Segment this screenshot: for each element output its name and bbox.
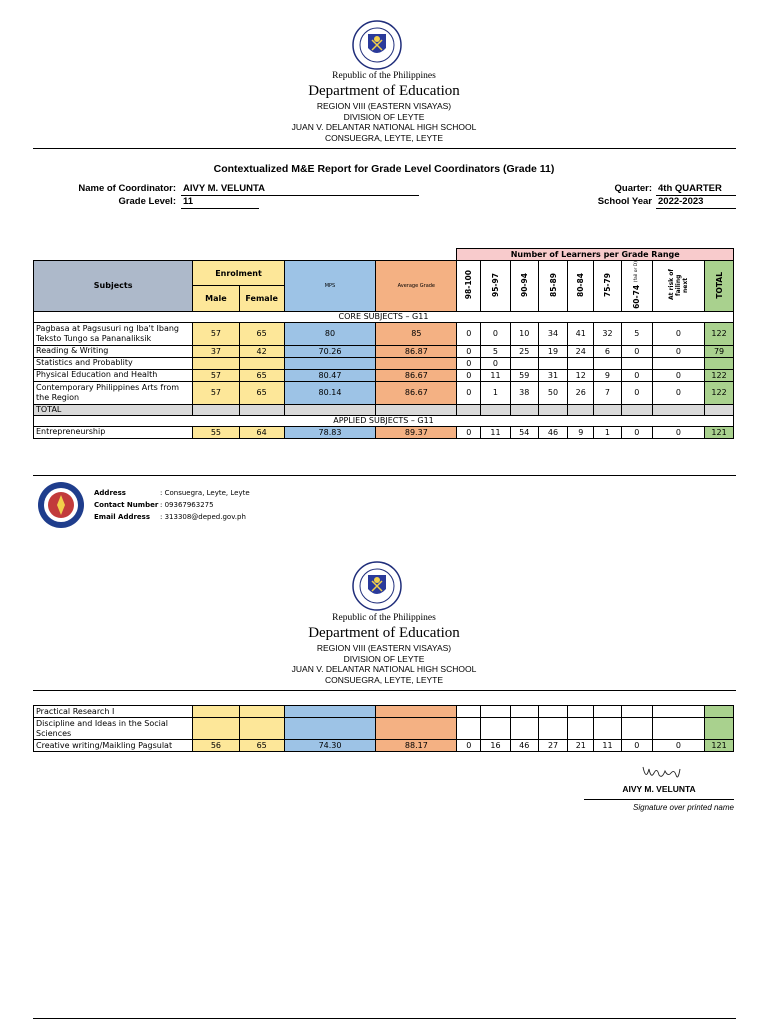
average-cell: [376, 718, 457, 740]
quarter-label: Quarter:: [614, 183, 652, 194]
female-cell: 65: [239, 369, 284, 381]
range-count-cell: 0: [457, 426, 481, 438]
at-risk-cell: 0: [652, 345, 704, 357]
range-count-cell: 31: [538, 369, 568, 381]
school-text: JUAN V. DELANTAR NATIONAL HIGH SCHOOL: [291, 122, 477, 132]
female-cell: 64: [239, 426, 284, 438]
mps-cell: 70.26: [284, 345, 375, 357]
range-count-cell: 0: [621, 381, 652, 404]
range-count-cell: 5: [621, 322, 652, 345]
average-cell: 86.67: [376, 369, 457, 381]
signature-line: [584, 799, 734, 800]
range-count-cell: [538, 357, 568, 369]
range-count-cell: 0: [457, 381, 481, 404]
range-count-cell: 11: [481, 369, 511, 381]
range-count-cell: [457, 706, 481, 718]
range-count-cell: 0: [481, 322, 511, 345]
range-count-cell: 0: [621, 345, 652, 357]
grade-range-header: Number of Learners per Grade Range: [457, 249, 734, 261]
coordinator-label: Name of Coordinator:: [78, 183, 176, 194]
address-line: [94, 487, 250, 499]
at-risk-cell: 0: [652, 369, 704, 381]
subject-cell: Reading & Writing: [34, 345, 193, 357]
range-count-cell: 32: [594, 322, 622, 345]
female-cell: 65: [239, 740, 284, 752]
male-cell: 55: [193, 426, 239, 438]
region-text: REGION VIII (EASTERN VISAYAS): [316, 643, 452, 653]
range-header: [538, 261, 568, 312]
at-risk-cell: [652, 357, 704, 369]
total-cell: 122: [705, 322, 734, 345]
subject-cell: Practical Research I: [34, 706, 193, 718]
range-count-cell: 6: [594, 345, 622, 357]
school-year-value: 2022-2023: [656, 196, 736, 209]
page-bottom-divider: [33, 1018, 736, 1019]
male-cell: [193, 718, 239, 740]
grades-table-continued: [33, 705, 734, 752]
male-cell: [193, 357, 239, 369]
range-count-cell: 25: [510, 345, 538, 357]
male-header: Male: [193, 286, 239, 311]
at-risk-cell: 0: [652, 381, 704, 404]
range-count-cell: 34: [538, 322, 568, 345]
total-cell: [705, 706, 734, 718]
average-cell: 88.17: [376, 740, 457, 752]
page2-header: [0, 612, 768, 685]
range-count-cell: [594, 706, 622, 718]
range-header: [481, 261, 511, 312]
table-row: [34, 381, 734, 404]
female-header: Female: [239, 286, 284, 311]
range-note: (fail or D): [634, 261, 640, 283]
grade-level-value: 11: [181, 196, 259, 209]
signature-caption: Signature over printed name: [633, 803, 734, 812]
range-count-cell: [510, 706, 538, 718]
mps-cell: 78.83: [284, 426, 375, 438]
range-count-cell: 19: [538, 345, 568, 357]
subject-cell: Discipline and Ideas in the Social Sciences: [34, 718, 193, 740]
range-count-cell: 38: [510, 381, 538, 404]
table-row: [34, 426, 734, 438]
female-cell: [239, 718, 284, 740]
range-count-cell: 46: [538, 426, 568, 438]
header-divider: [33, 690, 736, 691]
range-count-cell: 26: [568, 381, 594, 404]
range-count-cell: 0: [457, 357, 481, 369]
average-cell: 86.87: [376, 345, 457, 357]
average-cell: 86.67: [376, 381, 457, 404]
range-count-cell: 50: [538, 381, 568, 404]
email-value: : 313308@deped.gov.ph: [160, 513, 246, 521]
department-text: Department of Education: [308, 625, 460, 641]
range-count-cell: 0: [457, 740, 481, 752]
total-cell: 122: [705, 369, 734, 381]
range-count-cell: 0: [621, 426, 652, 438]
signature-name: AIVY M. VELUNTA: [622, 784, 696, 794]
male-cell: 57: [193, 369, 239, 381]
total-cell: 121: [705, 426, 734, 438]
table-row: [34, 706, 734, 718]
range-count-cell: 1: [594, 426, 622, 438]
address-value: : Consuegra, Leyte, Leyte: [160, 489, 250, 497]
table-row: [34, 345, 734, 357]
male-cell: [193, 706, 239, 718]
deped-seal-icon: [352, 20, 402, 70]
range-count-cell: 9: [594, 369, 622, 381]
female-cell: 42: [239, 345, 284, 357]
range-count-cell: 11: [481, 426, 511, 438]
header-divider: [33, 148, 736, 149]
table-row: [34, 369, 734, 381]
subject-cell: Statistics and Probablity: [34, 357, 193, 369]
subjects-header: Subjects: [34, 261, 193, 312]
range-count-cell: 41: [568, 322, 594, 345]
range-count-cell: 10: [510, 322, 538, 345]
male-cell: 57: [193, 381, 239, 404]
department-text: Department of Education: [308, 83, 460, 99]
range-count-cell: [621, 706, 652, 718]
total-cell: 121: [705, 740, 734, 752]
total-row-label: TOTAL: [34, 404, 193, 415]
table-row: [34, 718, 734, 740]
range-label: 98-100: [464, 270, 474, 300]
footer-divider: [33, 475, 736, 476]
range-header: [621, 261, 652, 312]
range-count-cell: [481, 718, 511, 740]
range-header: [457, 261, 481, 312]
at-risk-header: [652, 261, 704, 312]
quarter-value: [656, 183, 736, 196]
range-count-cell: [481, 706, 511, 718]
total-cell: 122: [705, 381, 734, 404]
range-count-cell: [457, 718, 481, 740]
range-count-cell: 21: [568, 740, 594, 752]
range-count-cell: 0: [481, 357, 511, 369]
subject-cell: Creative writing/Maikling Pagsulat: [34, 740, 193, 752]
average-grade-header: Average Grade: [376, 261, 457, 312]
range-count-cell: [621, 718, 652, 740]
average-cell: [376, 706, 457, 718]
quarter-number: 4th QUARTER: [658, 183, 722, 194]
applied-rows: [34, 426, 734, 438]
report-title: Contextualized M&E Report for Grade Level Coordinators (Grade 11): [213, 163, 555, 175]
range-label: 95-97: [490, 272, 500, 297]
range-label: 60-74: [632, 284, 642, 309]
email-line: [94, 511, 250, 523]
table-row: [34, 322, 734, 345]
republic-text: Republic of the Philippines: [332, 613, 436, 623]
region-text: REGION VIII (EASTERN VISAYAS): [316, 101, 452, 111]
at-risk-cell: 0: [652, 426, 704, 438]
range-count-cell: [510, 357, 538, 369]
range-label-fail: [632, 261, 641, 309]
male-cell: 56: [193, 740, 239, 752]
range-count-cell: [568, 706, 594, 718]
mps-header: MPS: [284, 261, 375, 312]
female-cell: 65: [239, 322, 284, 345]
school-text: JUAN V. DELANTAR NATIONAL HIGH SCHOOL: [291, 664, 477, 674]
mps-cell: [284, 718, 375, 740]
range-count-cell: [568, 718, 594, 740]
at-risk-cell: 0: [652, 740, 704, 752]
range-count-cell: [594, 718, 622, 740]
male-cell: 37: [193, 345, 239, 357]
range-header: [568, 261, 594, 312]
range-count-cell: 1: [481, 381, 511, 404]
page2-rows: [34, 706, 734, 752]
subject-cell: Physical Education and Health: [34, 369, 193, 381]
mps-cell: 80: [284, 322, 375, 345]
subject-cell: Entrepreneurship: [34, 426, 193, 438]
range-header: [594, 261, 622, 312]
range-count-cell: [621, 357, 652, 369]
email-label: Email Address: [94, 513, 151, 521]
division-text: DIVISION OF LEYTE: [343, 653, 425, 664]
total-label: TOTAL: [714, 271, 724, 299]
range-count-cell: [594, 357, 622, 369]
address-label: Address: [94, 489, 126, 497]
range-count-cell: 11: [594, 740, 622, 752]
at-risk-label: At risk of failing next: [667, 269, 689, 301]
mps-cell: 80.14: [284, 381, 375, 404]
core-rows: [34, 322, 734, 404]
division-text: DIVISION OF LEYTE: [343, 111, 425, 122]
subject-cell: Contemporary Philippines Arts from the Region: [34, 381, 193, 404]
total-header: [705, 261, 734, 312]
school-logo-icon: [37, 481, 85, 529]
male-cell: 57: [193, 322, 239, 345]
range-count-cell: [538, 706, 568, 718]
location-text: CONSUEGRA, LEYTE, LEYTE: [324, 674, 444, 685]
range-header: [510, 261, 538, 312]
at-risk-cell: 0: [652, 322, 704, 345]
range-count-cell: 0: [621, 740, 652, 752]
contact-block: [94, 487, 250, 523]
republic-text: Republic of the Philippines: [332, 71, 436, 81]
range-count-cell: 27: [538, 740, 568, 752]
range-count-cell: 0: [457, 322, 481, 345]
range-count-cell: 0: [621, 369, 652, 381]
range-count-cell: 5: [481, 345, 511, 357]
mps-cell: [284, 706, 375, 718]
total-cell: 79: [705, 345, 734, 357]
contact-line: [94, 499, 250, 511]
average-cell: [376, 357, 457, 369]
range-count-cell: [510, 718, 538, 740]
range-count-cell: 0: [457, 369, 481, 381]
range-count-cell: [538, 718, 568, 740]
grade-level-label: Grade Level:: [118, 196, 176, 207]
range-count-cell: 59: [510, 369, 538, 381]
at-risk-cell: [652, 706, 704, 718]
range-label: 75-79: [602, 272, 612, 297]
female-cell: [239, 706, 284, 718]
female-cell: 65: [239, 381, 284, 404]
range-count-cell: 9: [568, 426, 594, 438]
page1-header: [0, 70, 768, 143]
deped-seal-icon: [352, 561, 402, 611]
table-row: [34, 740, 734, 752]
table-row: [34, 357, 734, 369]
average-cell: 85: [376, 322, 457, 345]
mps-cell: 74.30: [284, 740, 375, 752]
range-label: 85-89: [548, 272, 558, 297]
range-count-cell: 54: [510, 426, 538, 438]
core-section-row: CORE SUBJECTS – G11: [34, 311, 734, 322]
school-year-label: School Year: [597, 196, 652, 207]
signature-scribble: [640, 763, 682, 785]
mps-cell: 80.47: [284, 369, 375, 381]
contact-value: : 09367963275: [160, 501, 214, 509]
range-count-cell: [568, 357, 594, 369]
coordinator-value: AIVY M. VELUNTA: [181, 183, 419, 196]
range-count-cell: 12: [568, 369, 594, 381]
at-risk-cell: [652, 718, 704, 740]
range-label: 90-94: [519, 272, 529, 297]
female-cell: [239, 357, 284, 369]
range-count-cell: 46: [510, 740, 538, 752]
contact-label: Contact Number: [94, 501, 159, 509]
subject-cell: Pagbasa at Pagsusuri ng Iba't Ibang Teksto Tungo sa Pananaliksik: [34, 322, 193, 345]
range-count-cell: 24: [568, 345, 594, 357]
range-label: 80-84: [576, 272, 586, 297]
range-count-cell: 7: [594, 381, 622, 404]
average-cell: 89.37: [376, 426, 457, 438]
mps-cell: [284, 357, 375, 369]
range-count-cell: 0: [457, 345, 481, 357]
total-cell: [705, 357, 734, 369]
location-text: CONSUEGRA, LEYTE, LEYTE: [324, 132, 444, 143]
applied-section-row: APPLIED SUBJECTS – G11: [34, 415, 734, 426]
total-cell: [705, 718, 734, 740]
enrolment-header: Enrolment: [193, 261, 284, 286]
grades-table: [33, 248, 734, 439]
range-count-cell: 16: [481, 740, 511, 752]
